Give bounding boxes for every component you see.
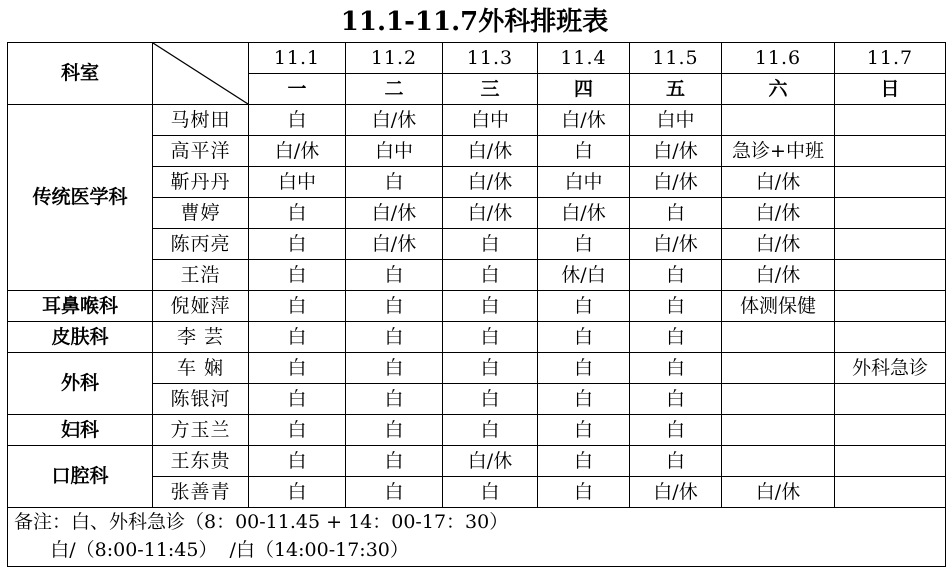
department-cell: 传统医学科 (8, 105, 153, 291)
shift-cell: 白 (630, 384, 722, 415)
date-cell: 11.5 (630, 43, 722, 74)
staff-name-cell: 张善青 (153, 477, 249, 508)
shift-cell: 急诊+中班 (722, 136, 835, 167)
shift-cell: 白 (538, 415, 630, 446)
shift-cell (722, 353, 835, 384)
shift-cell: 白 (249, 322, 346, 353)
weekday-cell: 三 (443, 74, 538, 105)
shift-cell (835, 198, 946, 229)
shift-cell: 白 (346, 477, 443, 508)
weekday-cell: 一 (249, 74, 346, 105)
shift-cell: 白 (249, 198, 346, 229)
shift-cell: 白 (249, 477, 346, 508)
staff-name-cell: 倪娅萍 (153, 291, 249, 322)
table-row (8, 415, 946, 446)
staff-name-cell: 高平洋 (153, 136, 249, 167)
staff-name-cell: 车 娴 (153, 353, 249, 384)
shift-cell: 白 (346, 446, 443, 477)
department-cell: 耳鼻喉科 (8, 291, 153, 322)
shift-cell: 白中 (443, 105, 538, 136)
shift-cell: 白 (630, 446, 722, 477)
shift-cell: 白 (249, 415, 346, 446)
shift-cell: 白 (630, 415, 722, 446)
shift-cell: 白/休 (722, 198, 835, 229)
shift-cell: 白 (346, 260, 443, 291)
shift-cell: 白 (346, 384, 443, 415)
diagonal-header-cell (153, 43, 249, 105)
shift-cell (722, 446, 835, 477)
shift-cell: 白 (630, 353, 722, 384)
shift-cell: 白/休 (249, 136, 346, 167)
shift-cell: 白 (249, 105, 346, 136)
shift-cell: 体测保健 (722, 291, 835, 322)
shift-cell: 白 (443, 415, 538, 446)
department-cell: 口腔科 (8, 446, 153, 508)
shift-cell: 白 (443, 322, 538, 353)
shift-cell: 白 (630, 198, 722, 229)
shift-cell: 白 (538, 136, 630, 167)
shift-cell (722, 384, 835, 415)
date-cell: 11.3 (443, 43, 538, 74)
shift-cell (722, 322, 835, 353)
shift-cell: 休/白 (538, 260, 630, 291)
weekday-cell: 日 (835, 74, 946, 105)
shift-cell (835, 136, 946, 167)
staff-name-cell: 李 芸 (153, 322, 249, 353)
shift-cell: 白 (443, 353, 538, 384)
shift-cell: 白/休 (630, 167, 722, 198)
shift-cell (722, 105, 835, 136)
shift-cell: 白 (249, 446, 346, 477)
weekday-cell: 六 (722, 74, 835, 105)
staff-name-cell: 马树田 (153, 105, 249, 136)
shift-cell: 白中 (538, 167, 630, 198)
note-line-1: 备注：白、外科急诊（8：00-11.45 + 14：00-17：30） (14, 511, 509, 533)
date-cell: 11.7 (835, 43, 946, 74)
shift-cell (722, 415, 835, 446)
date-cell: 11.1 (249, 43, 346, 74)
shift-cell: 白 (443, 260, 538, 291)
note-line-2: 白/（8:00-11:45） /白（14:00-17:30） (14, 539, 409, 561)
staff-name-cell: 靳丹丹 (153, 167, 249, 198)
table-row (8, 353, 946, 384)
department-cell: 皮肤科 (8, 322, 153, 353)
shift-cell: 白 (346, 291, 443, 322)
shift-cell: 白/休 (538, 198, 630, 229)
shift-cell: 白 (538, 477, 630, 508)
table-row (8, 105, 946, 136)
shift-cell: 白/休 (722, 229, 835, 260)
staff-name-cell: 王东贵 (153, 446, 249, 477)
shift-cell (835, 167, 946, 198)
shift-cell: 白 (346, 415, 443, 446)
shift-cell: 白 (538, 322, 630, 353)
shift-cell: 白中 (249, 167, 346, 198)
shift-cell: 白/休 (630, 229, 722, 260)
table-row (8, 322, 946, 353)
shift-cell: 白 (443, 291, 538, 322)
shift-cell: 白 (538, 353, 630, 384)
shift-cell (835, 415, 946, 446)
dept-header-cell: 科室 (8, 43, 153, 105)
notes-cell (8, 508, 946, 567)
staff-name-cell: 陈丙亮 (153, 229, 249, 260)
shift-cell: 白/休 (630, 477, 722, 508)
shift-cell: 白/休 (630, 136, 722, 167)
shift-cell (835, 446, 946, 477)
shift-cell: 白 (538, 446, 630, 477)
shift-cell: 白/休 (443, 136, 538, 167)
weekday-cell: 二 (346, 74, 443, 105)
page-title: 11.1-11.7外科排班表 (340, 7, 609, 37)
shift-cell: 白 (249, 353, 346, 384)
date-cell: 11.4 (538, 43, 630, 74)
shift-cell (835, 291, 946, 322)
shift-cell: 白 (630, 322, 722, 353)
shift-cell: 白 (346, 353, 443, 384)
weekday-cell: 四 (538, 74, 630, 105)
staff-name-cell: 王浩 (153, 260, 249, 291)
shift-cell: 白 (443, 384, 538, 415)
shift-cell: 白中 (630, 105, 722, 136)
shift-cell: 白 (538, 384, 630, 415)
shift-cell: 白/休 (722, 260, 835, 291)
shift-cell (835, 322, 946, 353)
staff-name-cell: 曹婷 (153, 198, 249, 229)
shift-cell: 白 (630, 291, 722, 322)
shift-cell: 白 (249, 260, 346, 291)
shift-cell: 白 (630, 260, 722, 291)
weekday-cell: 五 (630, 74, 722, 105)
shift-cell: 白/休 (443, 446, 538, 477)
shift-cell: 外科急诊 (835, 353, 946, 384)
date-cell: 11.6 (722, 43, 835, 74)
shift-cell (835, 105, 946, 136)
header-date-row (8, 43, 946, 74)
shift-cell: 白/休 (722, 167, 835, 198)
shift-cell: 白/休 (346, 105, 443, 136)
shift-cell: 白中 (346, 136, 443, 167)
table-row (8, 291, 946, 322)
department-cell: 妇科 (8, 415, 153, 446)
diagonal-line-icon (153, 43, 248, 104)
shift-cell: 白/休 (346, 198, 443, 229)
shift-cell (835, 260, 946, 291)
shift-cell: 白/休 (722, 477, 835, 508)
shift-cell: 白 (443, 229, 538, 260)
shift-cell: 白 (249, 291, 346, 322)
shift-cell (835, 229, 946, 260)
shift-cell: 白/休 (346, 229, 443, 260)
table-row (8, 446, 946, 477)
shift-cell (835, 477, 946, 508)
shift-cell (835, 384, 946, 415)
shift-cell: 白/休 (443, 198, 538, 229)
department-cell: 外科 (8, 353, 153, 415)
schedule-table (7, 42, 946, 567)
shift-cell: 白 (538, 229, 630, 260)
shift-cell: 白/休 (538, 105, 630, 136)
staff-name-cell: 方玉兰 (153, 415, 249, 446)
shift-cell: 白 (249, 384, 346, 415)
shift-cell: 白 (249, 229, 346, 260)
shift-cell: 白/休 (443, 167, 538, 198)
notes-row (8, 508, 946, 567)
shift-cell: 白 (538, 291, 630, 322)
shift-cell: 白 (346, 322, 443, 353)
staff-name-cell: 陈银河 (153, 384, 249, 415)
shift-cell: 白 (443, 477, 538, 508)
date-cell: 11.2 (346, 43, 443, 74)
shift-cell: 白 (346, 167, 443, 198)
